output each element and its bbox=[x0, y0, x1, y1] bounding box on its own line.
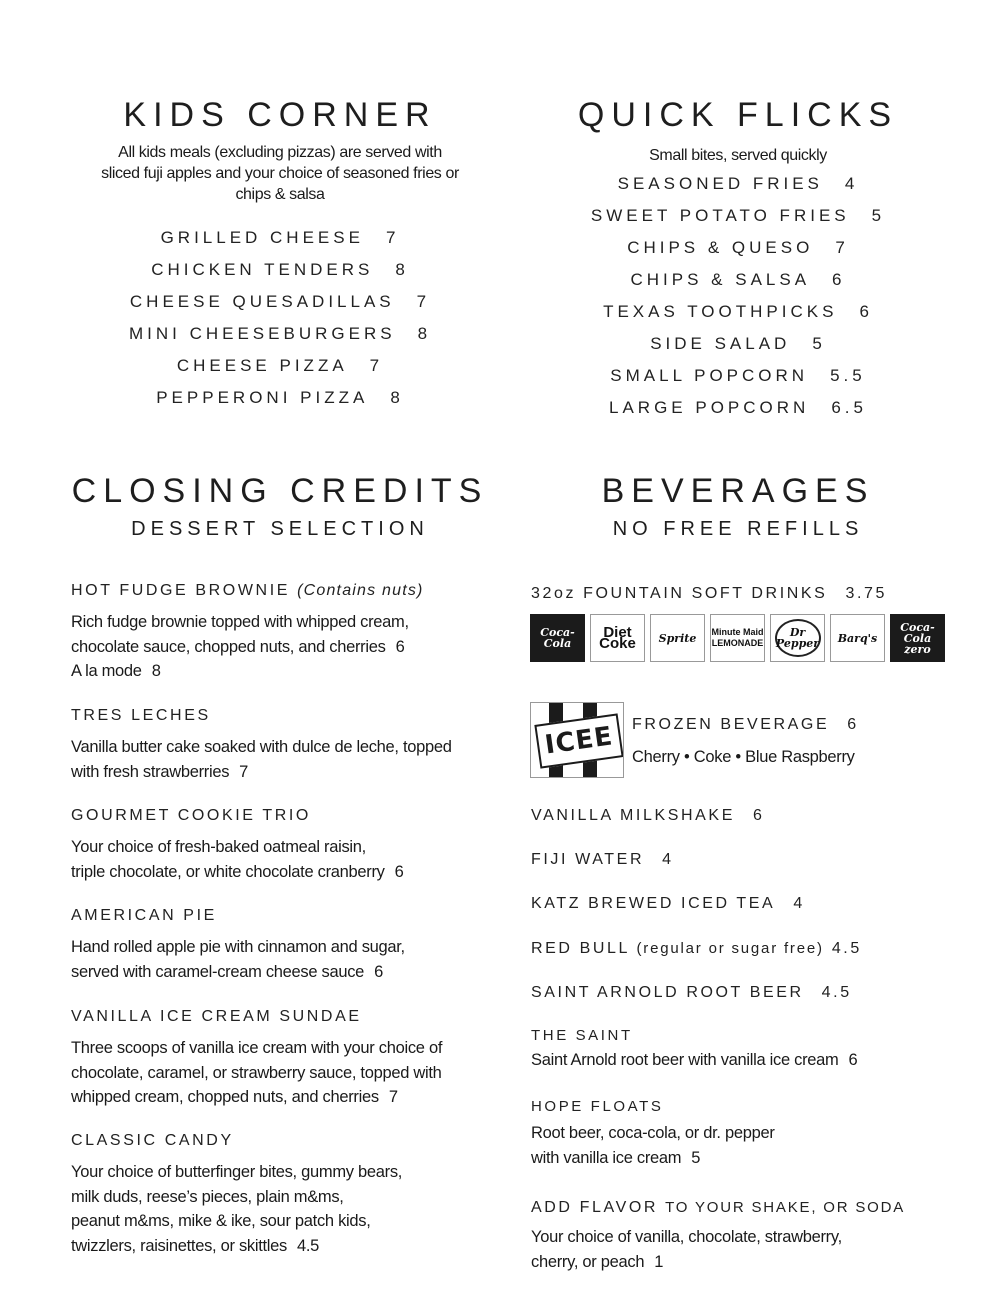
kids-corner-list bbox=[70, 222, 490, 414]
item-title: TRES LECHES bbox=[71, 707, 211, 724]
beverage-vanilla-milkshake: VANILLA MILKSHAKE 6 bbox=[531, 807, 765, 824]
item-title: HOT FUDGE BROWNIE (Contains nuts) bbox=[71, 582, 424, 599]
menu-item: CHIPS & QUESO 7 bbox=[627, 238, 849, 257]
item-description: Rich fudge brownie topped with whipped cream, chocolate sauce, chopped nuts, and cherries 6 A la mode 8 bbox=[71, 613, 409, 680]
minute-maid-lemonade-logo-icon: Minute Maid LEMONADE bbox=[710, 614, 765, 662]
menu-item: SMALL POPCORN 5.5 bbox=[610, 366, 866, 385]
menu-item: TEXAS TOOTHPICKS 6 bbox=[603, 302, 873, 321]
menu-item: MINI CHEESEBURGERS 8 bbox=[128, 324, 432, 343]
item-description: Hand rolled apple pie with cinnamon and sugar, served with caramel-cream cheese sauce 6 bbox=[71, 938, 405, 981]
dessert-american-pie bbox=[71, 907, 491, 984]
dessert-gourmet-cookie-trio bbox=[71, 807, 491, 884]
sprite-logo-icon: Sprite bbox=[650, 614, 705, 662]
frozen-flavors: Cherry • Coke • Blue Raspberry bbox=[632, 748, 855, 766]
quick-flicks-subtitle: Small bites, served quickly bbox=[649, 147, 827, 164]
item-title: CLASSIC CANDY bbox=[71, 1132, 234, 1149]
item-description: Your choice of vanilla, chocolate, strawberry, cherry, or peach 1 bbox=[531, 1228, 842, 1271]
beverage-red-bull: RED BULL (regular or sugar free) 4.5 bbox=[531, 940, 862, 957]
dessert-tres-leches bbox=[71, 707, 491, 784]
beverages-title: BEVERAGES bbox=[601, 472, 875, 510]
soda-logos bbox=[530, 614, 945, 662]
dessert-classic-candy bbox=[71, 1132, 491, 1258]
item-description: Root beer, coca-cola, or dr. pepper with vanilla ice cream 5 bbox=[531, 1124, 775, 1167]
dr-pepper-logo-icon: Dr Pepper bbox=[770, 614, 825, 662]
dessert-vanilla-ice-cream-sundae bbox=[71, 1008, 491, 1110]
menu-item: GRILLED CHEESE 7 bbox=[160, 228, 400, 247]
menu-item: SIDE SALAD 5 bbox=[650, 334, 826, 353]
item-title: GOURMET COOKIE TRIO bbox=[71, 807, 311, 824]
coca-cola-logo-icon: Coca-Cola bbox=[530, 614, 585, 662]
fountain-soft-drinks: 32oz FOUNTAIN SOFT DRINKS 3.75 bbox=[531, 585, 887, 602]
beverage-add-flavor bbox=[531, 1199, 971, 1274]
diet-coke-logo-icon: Diet Coke bbox=[590, 614, 645, 662]
kids-corner-description: All kids meals (excluding pizzas) are served with sliced fuji apples and your choice of seasoned fries or chips & salsa bbox=[101, 144, 459, 203]
dessert-hot-fudge-brownie bbox=[71, 582, 491, 684]
beverage-the-saint bbox=[531, 1027, 951, 1073]
menu-item: LARGE POPCORN 6.5 bbox=[609, 398, 867, 417]
coca-cola-zero-logo-icon: Coca-Cola zero bbox=[890, 614, 945, 662]
quick-flicks-title: QUICK FLICKS bbox=[577, 96, 899, 134]
item-description: Vanilla butter cake soaked with dulce de leche, topped with fresh strawberries 7 bbox=[71, 738, 452, 781]
beverages-subtitle: NO FREE REFILLS bbox=[612, 518, 864, 540]
closing-credits-subtitle: DESSERT SELECTION bbox=[131, 518, 429, 540]
menu-item: CHEESE QUESADILLAS 7 bbox=[129, 292, 431, 311]
item-title: VANILLA ICE CREAM SUNDAE bbox=[71, 1008, 362, 1025]
item-description: Three scoops of vanilla ice cream with your choice of chocolate, caramel, or strawberry sauce, topped with whipped cream, chopped nuts, and cherries 7 bbox=[71, 1039, 443, 1106]
item-title: HOPE FLOATS bbox=[531, 1098, 664, 1115]
beverage-katz-iced-tea: KATZ BREWED ICED TEA 4 bbox=[531, 895, 805, 912]
frozen-beverage: FROZEN BEVERAGE 6 bbox=[632, 716, 859, 733]
item-title: THE SAINT bbox=[531, 1027, 633, 1044]
menu-item: CHEESE PIZZA 7 bbox=[176, 356, 384, 375]
item-title: AMERICAN PIE bbox=[71, 907, 217, 924]
item-description: Saint Arnold root beer with vanilla ice cream 6 bbox=[531, 1051, 858, 1069]
menu-item: SWEET POTATO FRIES 5 bbox=[590, 206, 886, 225]
beverage-hope-floats bbox=[531, 1098, 951, 1170]
icee-logo-icon: ICEE bbox=[530, 702, 624, 778]
beverage-saint-arnold-root-beer: SAINT ARNOLD ROOT BEER 4.5 bbox=[531, 984, 852, 1001]
quick-flicks-list bbox=[528, 168, 948, 424]
menu-item: SEASONED FRIES 4 bbox=[617, 174, 859, 193]
barqs-logo-icon: Barq's bbox=[830, 614, 885, 662]
menu-item: PEPPERONI PIZZA 8 bbox=[156, 388, 404, 407]
item-description: Your choice of butterfinger bites, gummy bears, milk duds, reese’s pieces, plain m&ms, peanut m&ms, mike & ike, sour patch kids, twizzlers, raisinettes, or skittles 4.5 bbox=[71, 1163, 403, 1255]
closing-credits-title: CLOSING CREDITS bbox=[71, 472, 489, 510]
menu-item: CHIPS & SALSA 6 bbox=[630, 270, 846, 289]
beverage-fiji-water: FIJI WATER 4 bbox=[531, 851, 674, 868]
item-title: ADD FLAVOR TO YOUR SHAKE, OR SODA bbox=[531, 1199, 906, 1216]
kids-corner-title: KIDS CORNER bbox=[123, 96, 437, 134]
menu-item: CHICKEN TENDERS 8 bbox=[151, 260, 409, 279]
item-description: Your choice of fresh-baked oatmeal raisin, triple chocolate, or white chocolate cranberry 6 bbox=[71, 838, 404, 881]
